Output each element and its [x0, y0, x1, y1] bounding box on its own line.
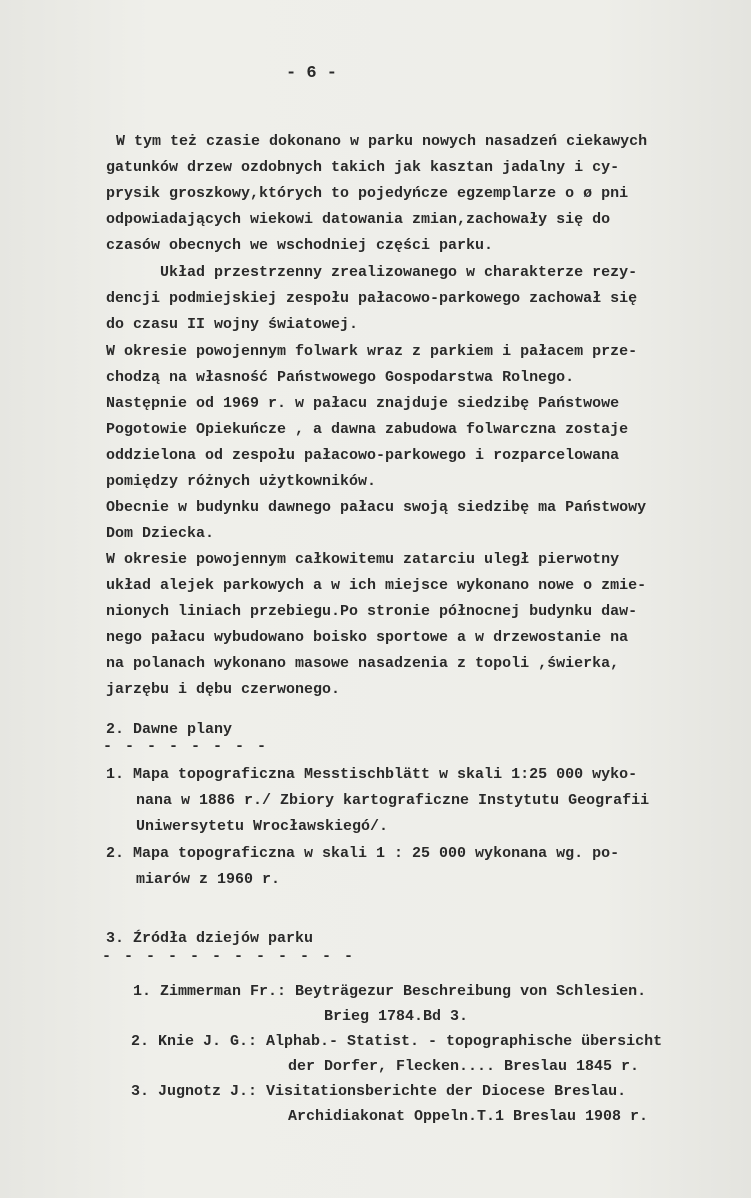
paragraph-line: Pogotowie Opiekuńcze , a dawna zabudowa folwarczna zostaje [106, 421, 629, 438]
paragraph-line: do czasu II wojny światowej. [106, 316, 359, 333]
paragraph-line: chodzą na własność Państwowego Gospodarstwa Rolnego. [106, 369, 575, 386]
page-number: - 6 - [286, 64, 338, 83]
list-item: nana w 1886 r./ Zbiory kartograficzne Instytutu Geografii [136, 792, 650, 809]
paragraph-line: W okresie powojennym całkowitemu zatarciu uległ pierwotny [106, 551, 620, 568]
section-heading-dawne-plany: 2. Dawne plany [106, 721, 233, 738]
paragraph-line: prysik groszkowy,których to pojedyńcze egzemplarze o ø pni [106, 185, 629, 202]
paragraph-line: Dom Dziecka. [106, 525, 215, 542]
paragraph-line: dencji podmiejskiej zespołu pałacowo-parkowego zachował się [106, 290, 638, 307]
list-item: Uniwersytetu Wrocławskiegó/. [136, 818, 389, 835]
heading-underline: - - - - - - - - - - - - [102, 948, 356, 965]
paragraph-line: Obecnie w budynku dawnego pałacu swoją siedzibę ma Państwowy [106, 499, 647, 516]
list-item: 2. Mapa topograficzna w skali 1 : 25 000 wykonana wg. po- [106, 845, 620, 862]
list-item: 1. Mapa topograficzna Messtischblätt w skali 1:25 000 wyko- [106, 766, 638, 783]
heading-underline: - - - - - - - - [103, 738, 269, 755]
bibliography-entry: 3. Jugnotz J.: Visitationsberichte der Diocese Breslau. [131, 1083, 627, 1100]
list-item: miarów z 1960 r. [136, 871, 281, 888]
paragraph-line: układ alejek parkowych a w ich miejsce wykonano nowe o zmie- [106, 577, 647, 594]
paragraph-line: gatunków drzew ozdobnych takich jak kasztan jadalny i cy- [106, 159, 620, 176]
bibliography-entry: 1. Zimmerman Fr.: Beyträgezur Beschreibung von Schlesien. [133, 983, 647, 1000]
paragraph-line: Następnie od 1969 r. w pałacu znajduje siedzibę Państwowe [106, 395, 620, 412]
paragraph-line: czasów obecnych we wschodniej części parku. [106, 237, 494, 254]
paragraph-line: nego pałacu wybudowano boisko sportowe a w drzewostanie na [106, 629, 629, 646]
paragraph-line: W tym też czasie dokonano w parku nowych nasadzeń ciekawych [116, 133, 648, 150]
paragraph-line: jarzębu i dębu czerwonego. [106, 681, 341, 698]
section-heading-zrodla: 3. Źródła dziejów parku [106, 930, 314, 947]
paragraph-line: oddzielona od zespołu pałacowo-parkowego i rozparcelowana [106, 447, 620, 464]
bibliography-entry: der Dorfer, Flecken.... Breslau 1845 r. [288, 1058, 640, 1075]
paragraph-line: na polanach wykonano masowe nasadzenia z topoli ,świerka, [106, 655, 620, 672]
paragraph-line: nionych liniach przebiegu.Po stronie północnej budynku daw- [106, 603, 638, 620]
bibliography-entry: 2. Knie J. G.: Alphab.- Statist. - topographische übersicht [131, 1033, 663, 1050]
bibliography-entry: Brieg 1784.Bd 3. [324, 1008, 469, 1025]
bibliography-entry: Archidiakonat Oppeln.T.1 Breslau 1908 r. [288, 1108, 649, 1125]
paragraph-line: Układ przestrzenny zrealizowanego w charakterze rezy- [160, 264, 638, 281]
paragraph-line: pomiędzy różnych użytkowników. [106, 473, 377, 490]
paragraph-line: odpowiadających wiekowi datowania zmian,zachowały się do [106, 211, 611, 228]
paragraph-line: W okresie powojennym folwark wraz z parkiem i pałacem prze- [106, 343, 638, 360]
